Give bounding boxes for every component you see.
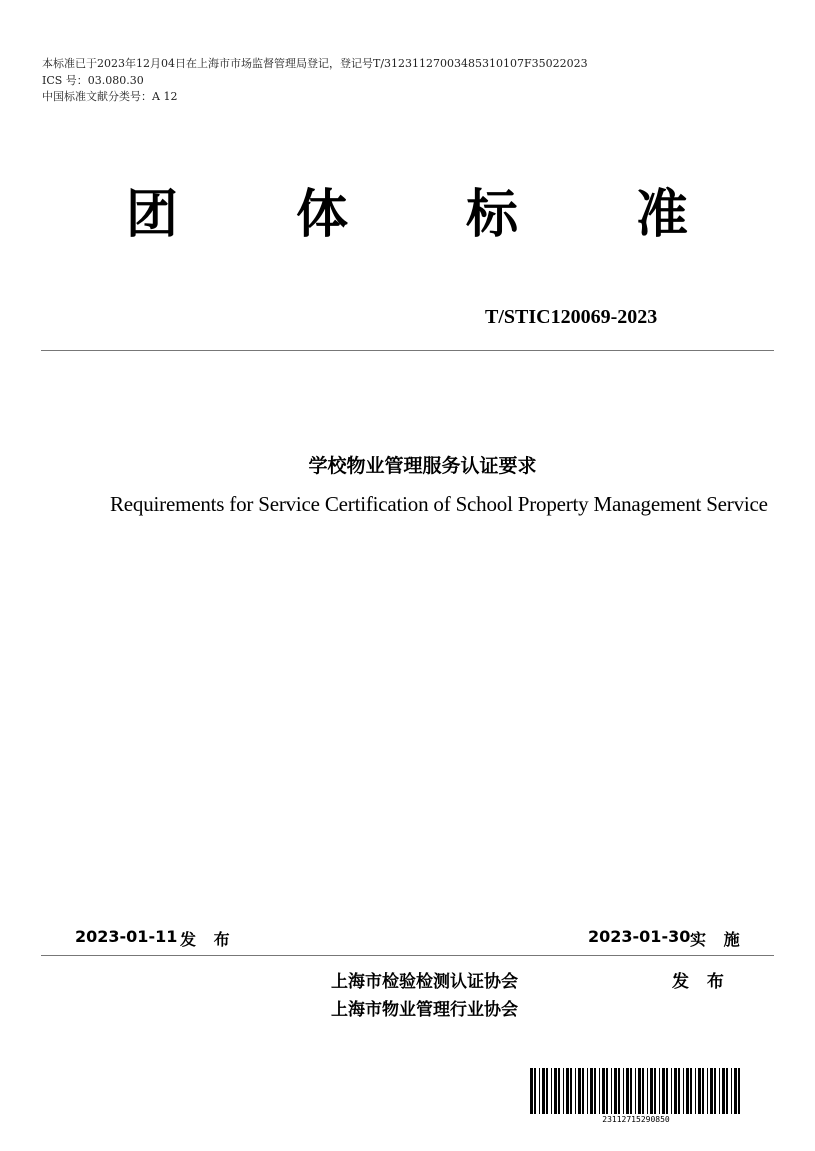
effective-label: 实 施 bbox=[690, 930, 746, 949]
bottom-divider bbox=[41, 955, 774, 956]
barcode-number: 23112715290850 bbox=[602, 1115, 670, 1124]
title-english: Requirements for Service Certification of School Property Management Service bbox=[110, 492, 768, 516]
effective-date: 2023-01-30 bbox=[588, 927, 691, 946]
doc-type-char-4: 准 bbox=[636, 185, 689, 245]
doc-type-char-3: 标 bbox=[466, 185, 519, 245]
publish-label: 发 布 bbox=[672, 972, 730, 992]
top-divider bbox=[41, 350, 774, 351]
issue-label: 发 布 bbox=[180, 930, 236, 949]
publisher-1: 上海市检验检测认证协会 bbox=[331, 972, 518, 992]
publisher-2: 上海市物业管理行业协会 bbox=[331, 1000, 518, 1020]
title-chinese: 学校物业管理服务认证要求 bbox=[308, 455, 537, 477]
standard-code: T/STIC120069-2023 bbox=[485, 306, 658, 328]
barcode-image bbox=[530, 1068, 742, 1114]
classification-number: 中国标准文献分类号：A 12 bbox=[42, 90, 178, 103]
issue-date: 2023-01-11 bbox=[75, 927, 178, 946]
registration-note: 本标准已于2023年12月04日在上海市市场监督管理局登记，登记号T/31231127003485310107F35022023 bbox=[42, 57, 588, 70]
ics-number: ICS 号：03.080.30 bbox=[42, 74, 144, 87]
doc-type-char-1: 团 bbox=[126, 185, 179, 245]
doc-type-char-2: 体 bbox=[296, 185, 349, 245]
